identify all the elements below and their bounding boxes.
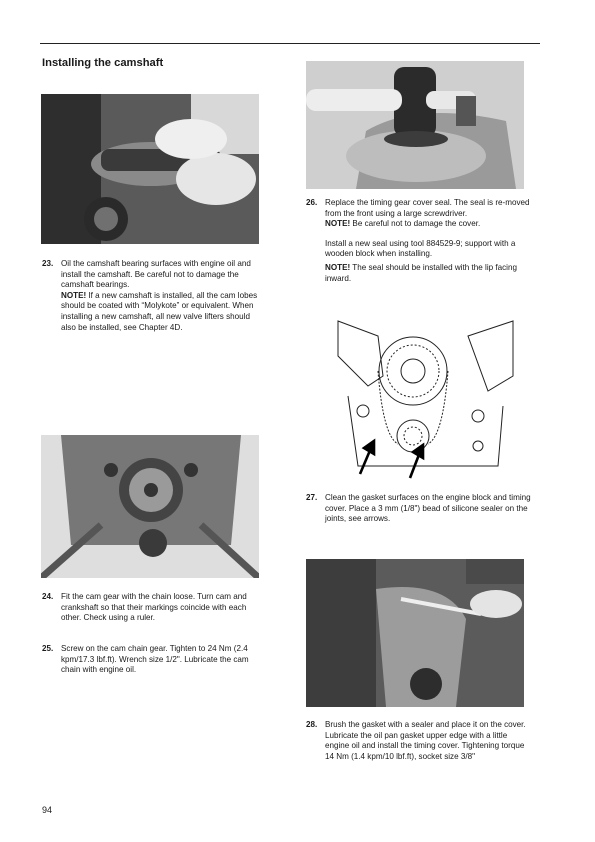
step-number: 26. [306,198,318,207]
page-title: Installing the camshaft [42,57,164,69]
step-number: 27. [306,493,318,502]
step-number: 24. [42,592,54,601]
photo-timing-cover [306,559,524,707]
step-26 [306,198,531,284]
note-text-2: The seal should be installed with the lip facing inward. [325,262,517,283]
step-number: 28. [306,720,318,729]
note-text: Be careful not to damage the cover. [350,219,481,229]
photo-seal-install [306,61,524,189]
step-24 [42,592,267,624]
step-27 [306,493,531,525]
step-23 [42,259,267,333]
step-text: Fit the cam gear with the chain loose. Turn cam and crankshaft so that their markings coincide with each other. Check using a ruler. [61,592,247,623]
header-rule [40,43,540,44]
note-label-2: NOTE! [325,262,351,272]
note-label: NOTE! [325,219,351,229]
step-text: Clean the gasket surfaces on the engine block and timing cover. Place a 3 mm (1/8") bead of silicone sealer on the joints, see arrows. [325,493,531,524]
step-text: Brush the gasket with a sealer and place it on the cover. Lubricate the oil pan gasket upper edge with a little engine oil and install the timing cover. Tightening torque 14 Nm (1.4 kpm/10 lbf.ft), socket size 3/8" [325,720,526,761]
step-25 [42,644,267,676]
diagram-gasket-arrows [328,316,518,486]
step-text: Oil the camshaft bearing surfaces with engine oil and install the camshaft. Be careful not to damage the camshaft bearings. [61,259,251,290]
step-text-2: Install a new seal using tool 884529-9; support with a wooden block when installing. [325,238,516,259]
photo-cam-gear [41,435,259,578]
step-number: 23. [42,259,54,268]
step-number: 25. [42,644,54,653]
note-text: If a new camshaft is installed, all the cam lobes should be coated with “Molykote” or equivalent. When installing a new camshaft, all new valve lifters should also be installed, see Chapter 4D. [61,290,258,332]
page-number: 94 [42,805,53,815]
step-28 [306,720,531,762]
step-text: Replace the timing gear cover seal. The seal is re-moved from the front using a large screwdriver. [325,198,530,218]
step-text: Screw on the cam chain gear. Tighten to 24 Nm (2.4 kpm/17.3 lbf.ft). Wrench size 1/2". Lubricate the cam chain with engine oil. [61,644,249,675]
photo-camshaft-install [41,94,259,244]
note-label: NOTE! [61,290,87,300]
